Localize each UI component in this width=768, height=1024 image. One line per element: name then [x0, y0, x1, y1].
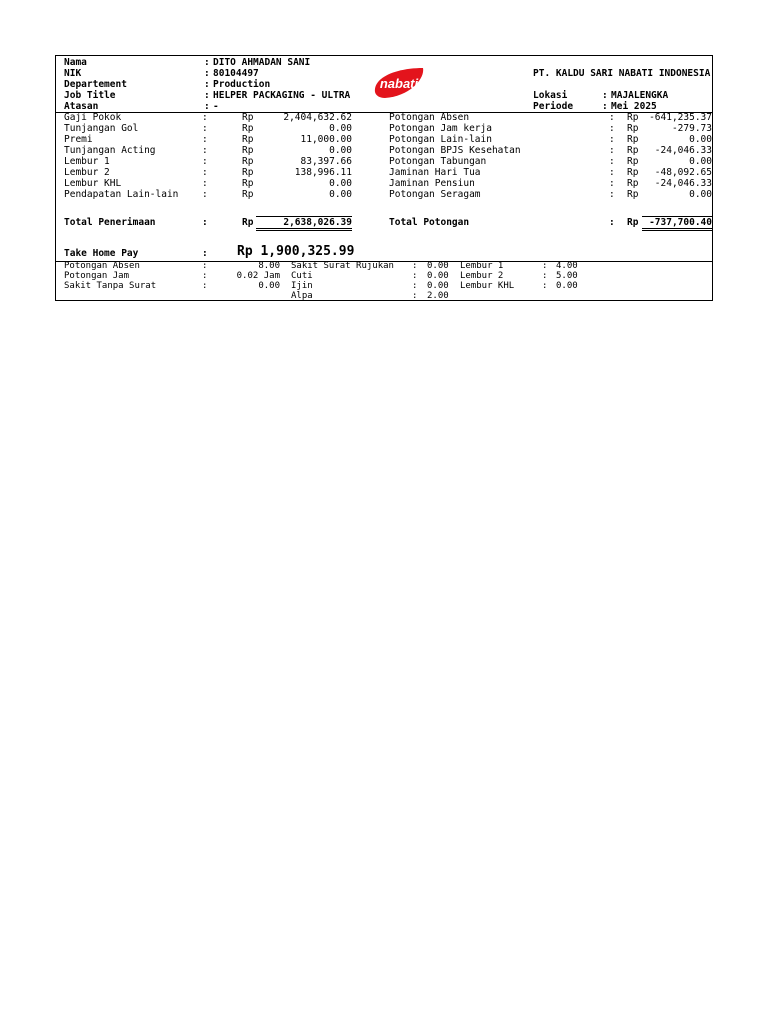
attendance-label: Cuti [291, 271, 313, 281]
earning-row [56, 134, 356, 145]
colon: : [609, 167, 615, 178]
attendance-row [56, 281, 286, 291]
currency: Rp [242, 156, 254, 167]
currency: Rp [627, 189, 639, 200]
earning-row [56, 167, 356, 178]
nama-value: DITO AHMADAN SANI [213, 57, 311, 68]
deduction-row [386, 156, 714, 167]
attendance-label: Ijin [291, 281, 313, 291]
earning-value: 0.00 [329, 145, 352, 156]
earning-row [56, 189, 356, 200]
currency: Rp [242, 167, 254, 178]
attendance-value: 2.00 [427, 291, 449, 301]
deduction-value: 0.00 [689, 134, 712, 145]
deduction-label: Jaminan Hari Tua [389, 167, 481, 178]
deduction-row [386, 145, 714, 156]
deduction-value: -279.73 [671, 123, 712, 134]
currency: Rp [242, 123, 254, 134]
deduction-row [386, 112, 714, 123]
attendance-row [291, 281, 456, 291]
earning-value: 0.00 [329, 178, 352, 189]
earning-label: Lembur 1 [64, 156, 110, 167]
deduction-label: Potongan BPJS Kesehatan [389, 145, 521, 156]
lokasi-label: Lokasi [533, 90, 568, 101]
earning-value: 0.00 [329, 189, 352, 200]
attendance-value: 0.00 [427, 261, 449, 271]
logo-text: nabati [379, 76, 419, 91]
currency: Rp [242, 145, 254, 156]
deduction-label: Potongan Jam kerja [389, 123, 492, 134]
company-name: PT. KALDU SARI NABATI INDONESIA [533, 68, 711, 79]
earning-value: 138,996.11 [294, 167, 352, 178]
job-label: Job Title [64, 90, 116, 101]
colon: : [609, 145, 615, 156]
colon: : [412, 271, 418, 281]
attendance-value: 0.00 [556, 281, 578, 291]
total-potongan-label: Total Potongan [389, 217, 470, 228]
take-home-pay-value: Rp 1,900,325.99 [237, 244, 355, 259]
attendance-label: Lembur 2 [460, 271, 504, 281]
earning-row [56, 112, 356, 123]
deduction-row [386, 123, 714, 134]
total-penerimaan-label: Total Penerimaan [64, 217, 156, 228]
nik-label: NIK [64, 68, 82, 79]
colon: : [204, 90, 210, 101]
colon: : [542, 271, 548, 281]
earning-label: Tunjangan Gol [64, 123, 139, 134]
attendance-value: 0.00 [258, 281, 280, 291]
nabati-logo [371, 66, 427, 103]
earning-row [56, 156, 356, 167]
attendance-value: 0.00 [427, 271, 449, 281]
attendance-label: Sakit Surat Rujukan [291, 261, 394, 271]
payslip [55, 55, 713, 301]
colon: : [412, 291, 418, 301]
currency: Rp [627, 112, 639, 123]
total-potongan-value: -737,700.40 [642, 216, 712, 231]
attendance-value: 8.00 [258, 261, 280, 271]
colon: : [609, 217, 615, 228]
colon: : [202, 217, 208, 228]
attendance-label: Potongan Jam [64, 271, 130, 281]
colon: : [202, 145, 208, 156]
colon: : [609, 112, 615, 123]
colon: : [602, 90, 608, 101]
deduction-value: -48,092.65 [654, 167, 712, 178]
colon: : [202, 123, 208, 134]
deduction-value: -641,235.37 [649, 112, 712, 123]
colon: : [542, 281, 548, 291]
attendance-label: Potongan Absen [64, 261, 140, 271]
attendance-label: Lembur 1 [460, 261, 504, 271]
colon: : [609, 178, 615, 189]
earning-value: 11,000.00 [300, 134, 352, 145]
attendance-label: Alpa [291, 291, 313, 301]
colon: : [609, 134, 615, 145]
deduction-label: Potongan Tabungan [389, 156, 487, 167]
earning-label: Gaji Pokok [64, 112, 122, 123]
colon: : [202, 112, 208, 123]
colon: : [202, 281, 208, 291]
currency: Rp [627, 178, 639, 189]
attendance-value: 4.00 [556, 261, 578, 271]
nik-value: 80104497 [213, 68, 259, 79]
attendance-row [291, 291, 456, 301]
currency: Rp [242, 178, 254, 189]
attendance-row [460, 271, 590, 281]
nama-label: Nama [64, 57, 87, 68]
colon: : [609, 189, 615, 200]
colon: : [602, 101, 608, 112]
currency: Rp [242, 112, 254, 123]
deduction-row [386, 189, 714, 200]
attendance-value: 5.00 [556, 271, 578, 281]
earning-value: 83,397.66 [300, 156, 352, 167]
colon: : [609, 123, 615, 134]
colon: : [609, 156, 615, 167]
currency: Rp [627, 145, 639, 156]
colon: : [202, 189, 208, 200]
total-penerimaan-value: 2,638,026.39 [256, 216, 352, 231]
attendance-row [56, 271, 286, 281]
colon: : [202, 248, 208, 259]
deduction-value: 0.00 [689, 156, 712, 167]
currency: Rp [627, 167, 639, 178]
deduction-row [386, 167, 714, 178]
attendance-row [460, 281, 590, 291]
earning-label: Tunjangan Acting [64, 145, 156, 156]
deduction-label: Potongan Absen [389, 112, 470, 123]
earning-row [56, 123, 356, 134]
earning-label: Lembur 2 [64, 167, 110, 178]
colon: : [202, 261, 208, 271]
dept-value: Production [213, 79, 271, 90]
colon: : [202, 134, 208, 145]
colon: : [202, 156, 208, 167]
earning-row [56, 178, 356, 189]
deduction-row [386, 178, 714, 189]
deduction-label: Jaminan Pensiun [389, 178, 475, 189]
colon: : [412, 281, 418, 291]
deduction-value: -24,046.33 [654, 145, 712, 156]
earning-label: Premi [64, 134, 93, 145]
currency: Rp [242, 189, 254, 200]
deduction-value: -24,046.33 [654, 178, 712, 189]
currency: Rp [242, 134, 254, 145]
currency: Rp [627, 123, 639, 134]
atasan-value: - [213, 101, 219, 112]
periode-label: Periode [533, 101, 574, 112]
colon: : [204, 101, 210, 112]
colon: : [202, 271, 208, 281]
earning-label: Pendapatan Lain-lain [64, 189, 179, 200]
colon: : [204, 79, 210, 90]
attendance-value: 0.02 Jam [236, 271, 280, 281]
currency: Rp [627, 156, 639, 167]
colon: : [542, 261, 548, 271]
colon: : [202, 178, 208, 189]
earning-value: 0.00 [329, 123, 352, 134]
attendance-row [460, 261, 590, 271]
periode-value: Mei 2025 [611, 101, 657, 112]
attendance-label: Sakit Tanpa Surat [64, 281, 157, 291]
colon: : [202, 167, 208, 178]
take-home-pay-label: Take Home Pay [64, 248, 139, 259]
deduction-value: 0.00 [689, 189, 712, 200]
deduction-label: Potongan Seragam [389, 189, 481, 200]
attendance-value: 0.00 [427, 281, 449, 291]
attendance-row [56, 261, 286, 271]
atasan-label: Atasan [64, 101, 99, 112]
currency: Rp [627, 134, 639, 145]
attendance-label: Lembur KHL [460, 281, 515, 291]
job-value: HELPER PACKAGING - ULTRA [213, 90, 351, 101]
lokasi-value: MAJALENGKA [611, 90, 669, 101]
deduction-row [386, 134, 714, 145]
currency: Rp [242, 217, 254, 228]
earning-row [56, 145, 356, 156]
currency: Rp [627, 217, 639, 228]
deduction-label: Potongan Lain-lain [389, 134, 492, 145]
dept-label: Departement [64, 79, 127, 90]
colon: : [204, 68, 210, 79]
colon: : [204, 57, 210, 68]
earning-label: Lembur KHL [64, 178, 122, 189]
colon: : [412, 261, 418, 271]
attendance-row [291, 271, 456, 281]
earning-value: 2,404,632.62 [283, 112, 352, 123]
attendance-row [291, 261, 456, 271]
